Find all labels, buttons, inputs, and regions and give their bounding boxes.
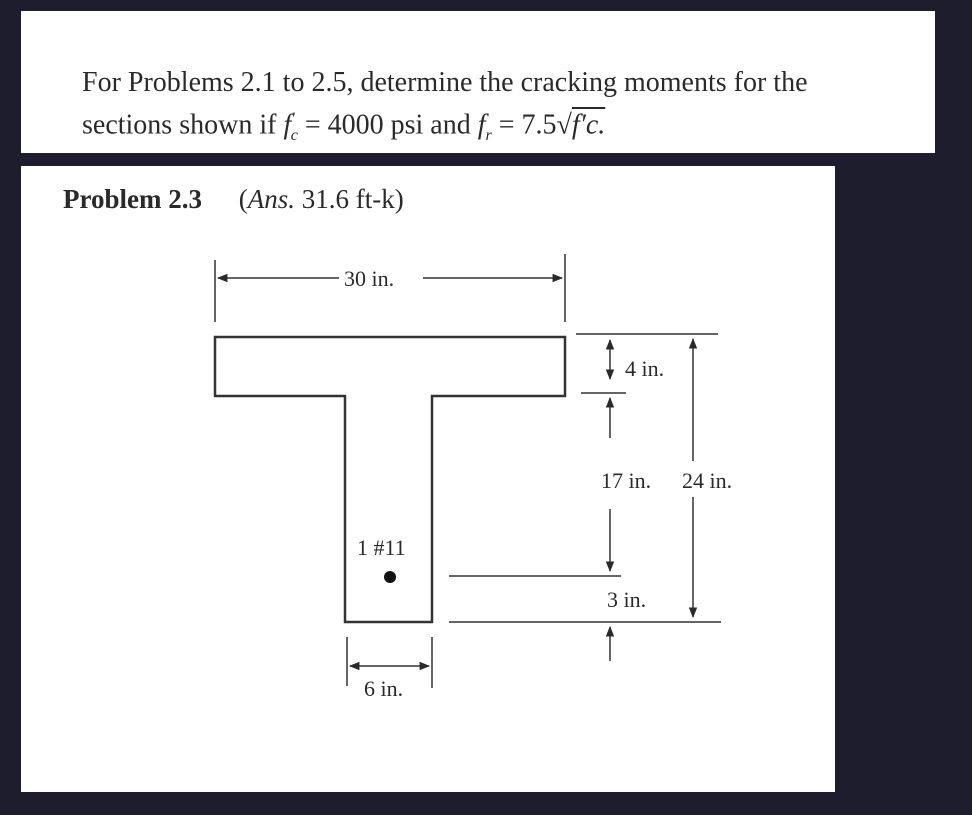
- rebar-label: 1 #11: [357, 535, 406, 560]
- statement-eq1: = 4000 psi and: [304, 109, 471, 141]
- fc-subscript: c: [290, 126, 298, 144]
- figure-panel: [21, 166, 835, 792]
- t-beam-drawing: [21, 166, 835, 792]
- sqrt-symbol: √: [556, 109, 572, 141]
- problem-answer: (Ans. 31.6 ft-k): [238, 184, 404, 214]
- fc-prime-mark: ′: [291, 110, 295, 127]
- sqrt-argument: f′c.: [571, 109, 606, 141]
- statement-prefix: sections shown if: [82, 109, 277, 141]
- fr-subscript: r: [485, 126, 492, 144]
- statement-line-2: [82, 101, 927, 154]
- statement-line-1: For Problems 2.1 to 2.5, determine the cracking moments for the: [82, 67, 808, 98]
- problem-statement: [82, 65, 927, 154]
- flange-depth-label: 4 in.: [625, 356, 665, 381]
- problem-statement-panel: [21, 11, 935, 153]
- fr-symbol: f: [477, 109, 486, 141]
- total-depth-label: 24 in.: [682, 468, 733, 493]
- cover-label: 3 in.: [607, 587, 647, 612]
- problem-label: Problem 2.3: [63, 184, 202, 214]
- web-width-label: 6 in.: [364, 676, 404, 701]
- rebar-dot: [384, 571, 396, 583]
- statement-eq2: = 7.5: [498, 109, 557, 141]
- web-to-bar-label: 17 in.: [601, 468, 652, 493]
- top-width-label: 30 in.: [344, 266, 395, 291]
- fc-symbol: f: [283, 109, 292, 141]
